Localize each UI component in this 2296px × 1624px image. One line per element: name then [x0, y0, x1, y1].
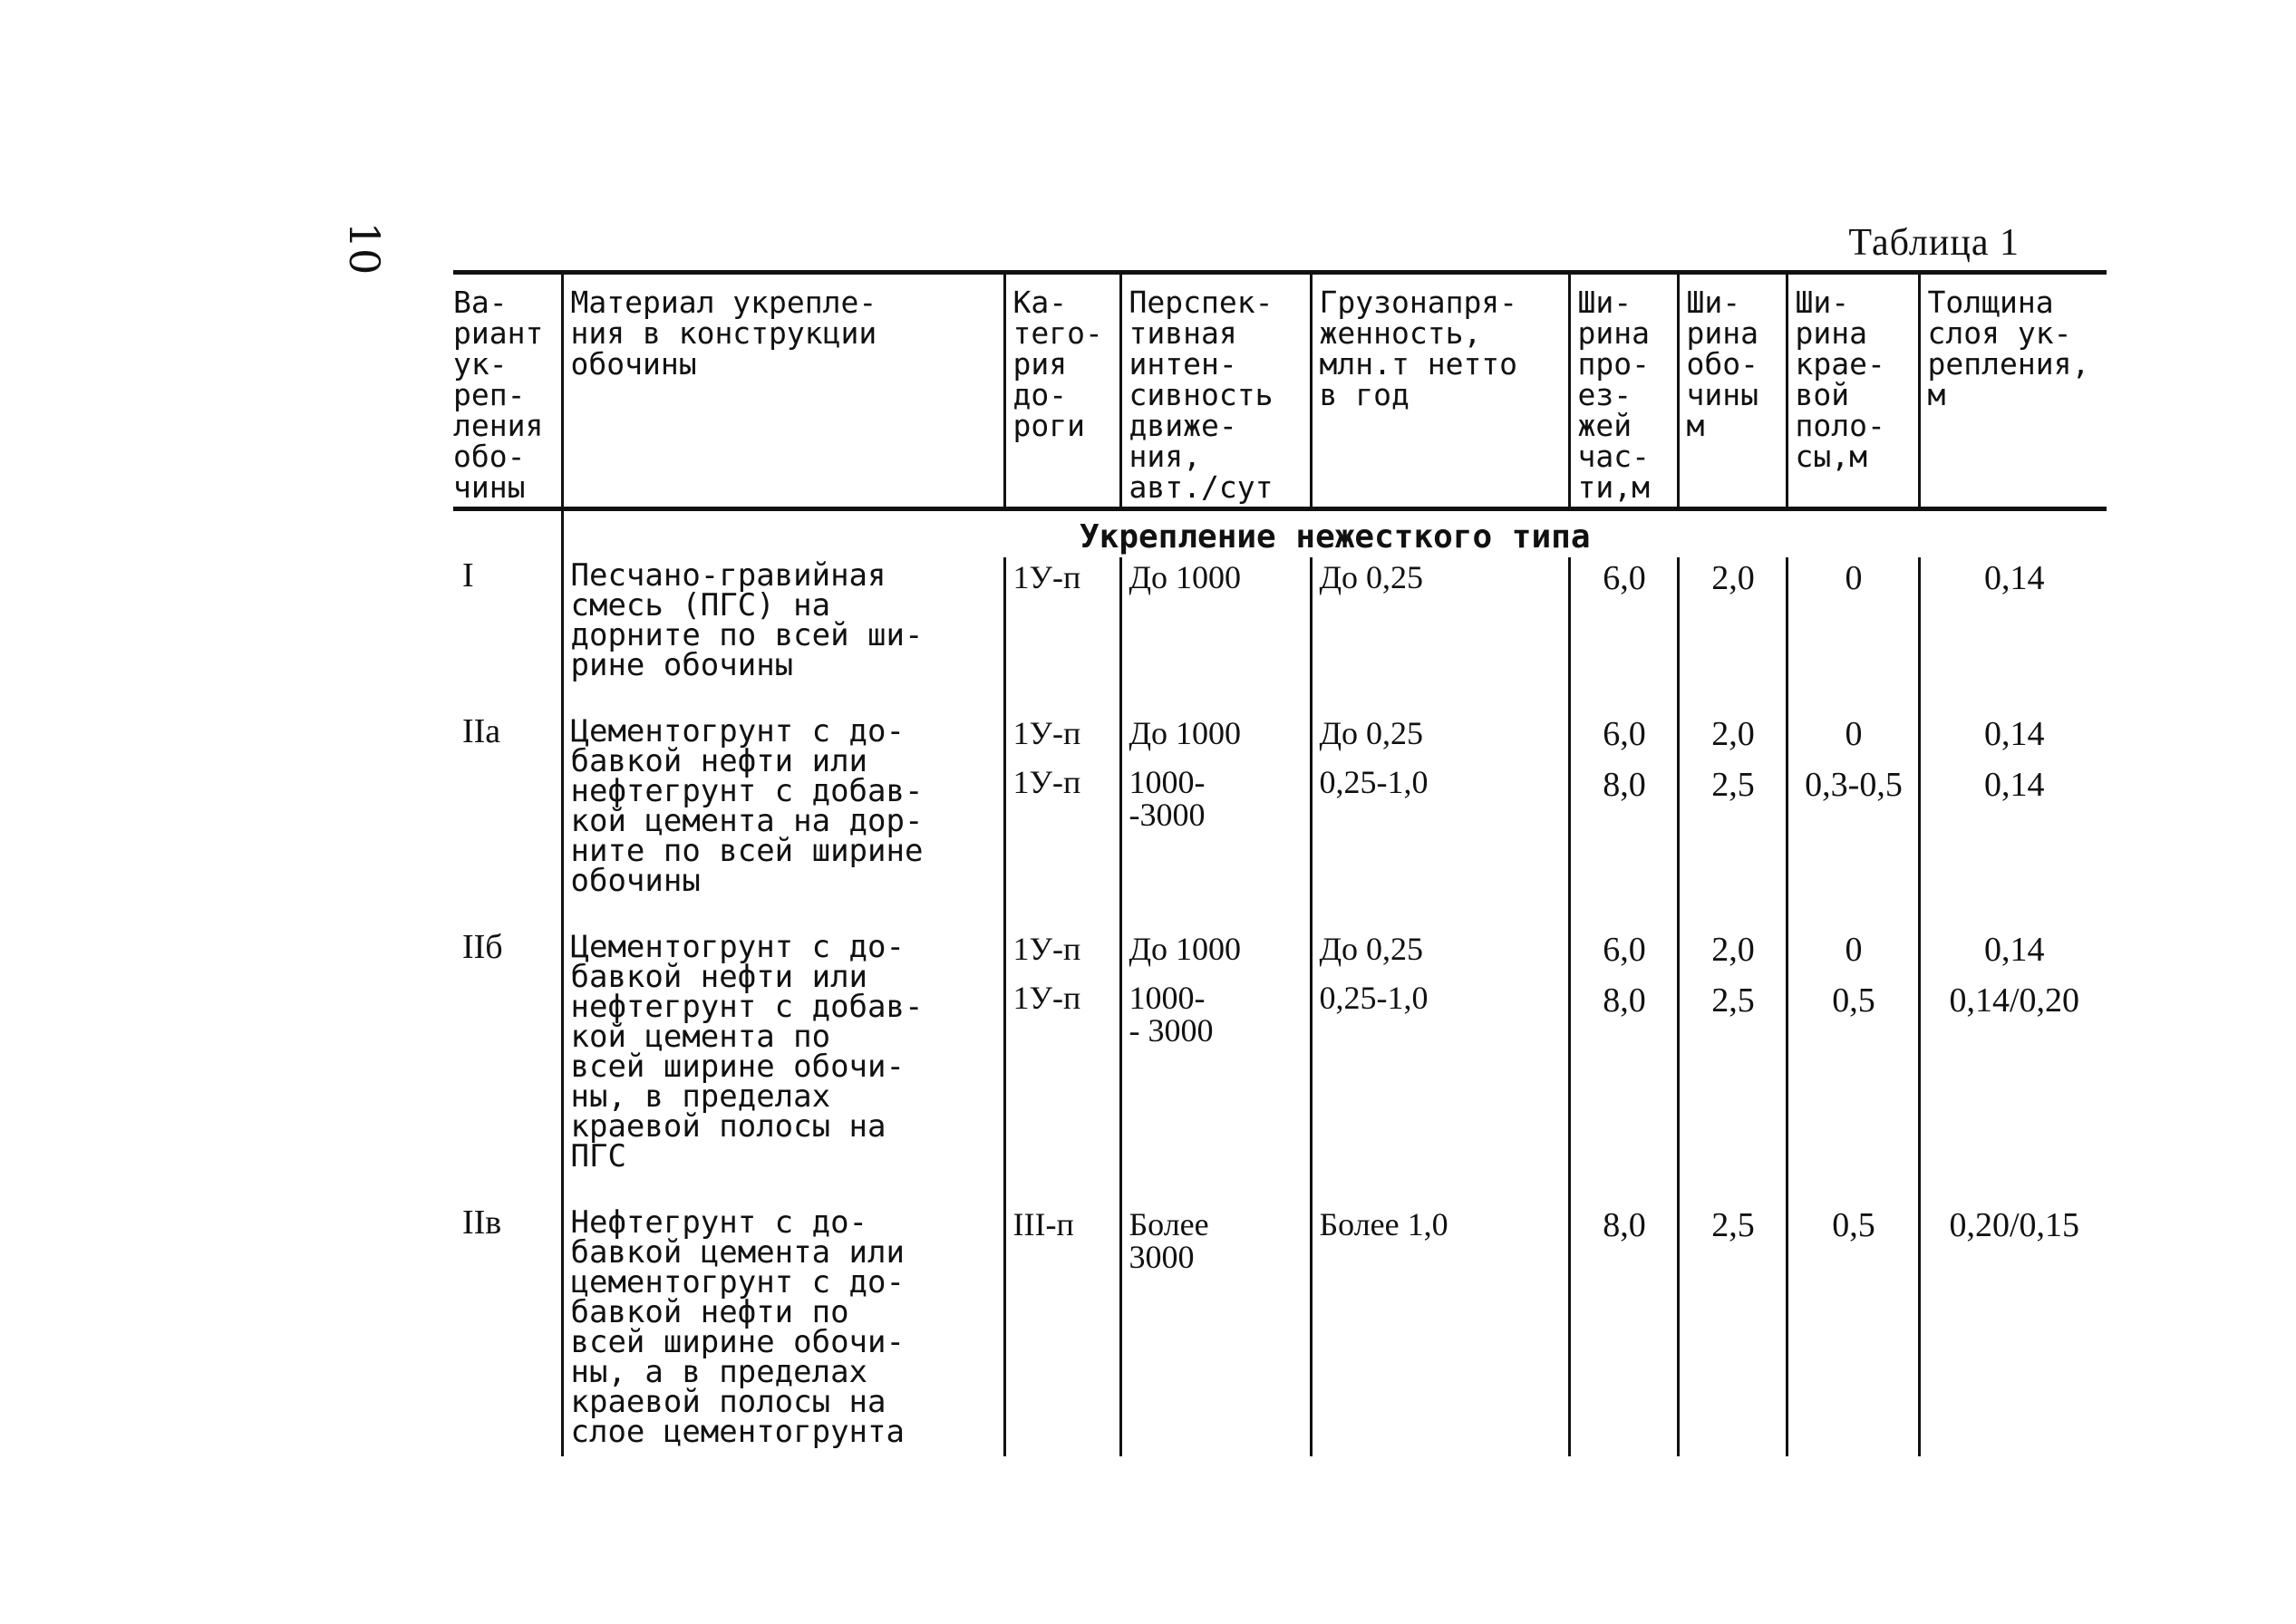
edge-width-cell — [1787, 713, 1919, 929]
shoulder-width-cell — [1678, 713, 1787, 929]
road-width-cell-value: 8,0 — [1603, 766, 1646, 804]
header-load: Грузонапря- женность, млн.т нетто в год — [1311, 273, 1569, 509]
page-number: 10 — [340, 221, 389, 276]
category-cell — [1004, 713, 1120, 929]
thickness-cell-value: 0,20/0,15 — [1949, 1206, 2080, 1244]
header-row — [453, 273, 2107, 509]
category-cell — [1004, 1204, 1120, 1456]
shoulder-width-cell — [1678, 1204, 1787, 1456]
variant-cell: IIв — [462, 1204, 502, 1242]
shoulder-width-cell-value: 2,0 — [1711, 559, 1755, 597]
intensity-cell-value: До 1000 — [1129, 931, 1242, 967]
header-intensity: Перспек- тивная интен- сивность движе- ния, авт./сут — [1120, 273, 1311, 509]
section-title: Укрепление нежесткого типа — [562, 509, 2107, 558]
thickness-cell — [1919, 713, 2107, 929]
category-cell-value: 1У-п — [1012, 764, 1081, 800]
thickness-cell — [1919, 557, 2107, 713]
edge-width-cell-value: 0 — [1845, 559, 1863, 597]
road-width-cell-value: 6,0 — [1603, 931, 1646, 969]
category-cell-value: 1У-п — [1012, 559, 1081, 595]
table-row — [453, 557, 2107, 713]
intensity-cell-value: 1000- -3000 — [1129, 764, 1206, 833]
load-cell-value: До 0,25 — [1319, 715, 1424, 751]
edge-width-cell-value: 0 — [1845, 931, 1863, 969]
category-cell-value: 1У-п — [1012, 931, 1081, 967]
table-body — [453, 509, 2107, 1457]
load-cell-value: 0,25-1,0 — [1319, 980, 1429, 1016]
shoulder-width-cell-value: 2,0 — [1711, 715, 1755, 753]
road-width-cell — [1569, 557, 1678, 713]
edge-width-cell-value: 0,5 — [1832, 981, 1875, 1020]
category-cell-value: III-п — [1012, 1206, 1074, 1242]
table-container — [453, 270, 2107, 1456]
intensity-cell — [1120, 929, 1311, 1204]
header-shoulder-width: Ши- рина обо- чины м — [1678, 273, 1787, 509]
intensity-cell-value: 1000- - 3000 — [1129, 980, 1214, 1049]
load-cell — [1311, 557, 1569, 713]
header-thickness: Толщина слоя ук- репления, м — [1919, 273, 2107, 509]
edge-width-cell — [1787, 1204, 1919, 1456]
category-cell-value: 1У-п — [1012, 980, 1081, 1016]
shoulder-width-cell-value: 2,5 — [1711, 766, 1755, 804]
thickness-cell — [1919, 929, 2107, 1204]
road-width-cell-value: 6,0 — [1603, 715, 1646, 753]
load-cell — [1311, 1204, 1569, 1456]
load-cell-value: 0,25-1,0 — [1319, 764, 1429, 800]
category-cell-value: 1У-п — [1012, 715, 1081, 751]
shoulder-width-cell-value: 2,5 — [1711, 1206, 1755, 1244]
edge-width-cell-value: 0 — [1845, 715, 1863, 753]
intensity-cell-value: Более 3000 — [1129, 1206, 1209, 1275]
road-width-cell-value: 8,0 — [1603, 1206, 1646, 1244]
table-row — [453, 1204, 2107, 1456]
header-road-width: Ши- рина про- ез- жей час- ти,м — [1569, 273, 1678, 509]
load-cell — [1311, 929, 1569, 1204]
edge-width-cell — [1787, 929, 1919, 1204]
intensity-cell-value: До 1000 — [1129, 715, 1242, 751]
load-cell-value: Более 1,0 — [1319, 1206, 1448, 1242]
load-cell-value: До 0,25 — [1319, 559, 1424, 595]
table-row — [453, 713, 2107, 929]
intensity-cell — [1120, 1204, 1311, 1456]
intensity-cell-value: До 1000 — [1129, 559, 1242, 595]
header-material: Материал укрепле- ния в конструкции обочины — [562, 273, 1004, 509]
thickness-cell-value: 0,14/0,20 — [1949, 981, 2080, 1020]
variant-cell: IIa — [462, 712, 501, 750]
header-variant: Ва- риант ук- реп- ления обо- чины — [453, 273, 562, 509]
header-edge-width: Ши- рина крае- вой поло- сы,м — [1787, 273, 1919, 509]
material-cell: Цементогрунт с до- бавкой нефти или нефтегрунт с добав- кой цемента на дор- ните по всей ширине обочины — [562, 713, 1004, 929]
intensity-cell — [1120, 713, 1311, 929]
variant-cell: I — [462, 556, 474, 594]
table-caption: Таблица 1 — [1848, 222, 2020, 264]
shoulder-width-cell — [1678, 557, 1787, 713]
thickness-cell-value: 0,14 — [1984, 766, 2045, 804]
shoulder-width-cell-value: 2,0 — [1711, 931, 1755, 969]
intensity-cell — [1120, 557, 1311, 713]
shoulder-reinforcement-table — [453, 270, 2107, 1456]
thickness-cell-value: 0,14 — [1984, 931, 2045, 969]
variant-cell: IIб — [462, 928, 503, 966]
load-cell-value: До 0,25 — [1319, 931, 1424, 967]
road-width-cell-value: 6,0 — [1603, 559, 1646, 597]
material-cell: Нефтегрунт с до- бавкой цемента или цементогрунт с до- бавкой нефти по всей ширине обочи- ны, а в пределах краевой полосы на слое цементогрунта — [562, 1204, 1004, 1456]
thickness-cell — [1919, 1204, 2107, 1456]
road-width-cell-value: 8,0 — [1603, 981, 1646, 1020]
road-width-cell — [1569, 713, 1678, 929]
thickness-cell-value: 0,14 — [1984, 559, 2045, 597]
road-width-cell — [1569, 929, 1678, 1204]
category-cell — [1004, 929, 1120, 1204]
section-row — [453, 509, 2107, 558]
thickness-cell-value: 0,14 — [1984, 715, 2045, 753]
table-row — [453, 929, 2107, 1204]
header-category: Ка- тего- рия до- роги — [1004, 273, 1120, 509]
section-spacer — [453, 509, 562, 558]
category-cell — [1004, 557, 1120, 713]
shoulder-width-cell — [1678, 929, 1787, 1204]
edge-width-cell — [1787, 557, 1919, 713]
edge-width-cell-value: 0,5 — [1832, 1206, 1875, 1244]
edge-width-cell-value: 0,3-0,5 — [1805, 766, 1903, 804]
material-cell: Цементогрунт с до- бавкой нефти или нефтегрунт с добав- кой цемента по всей ширине обочи- ны, в пределах краевой полосы на ПГС — [562, 929, 1004, 1204]
shoulder-width-cell-value: 2,5 — [1711, 981, 1755, 1020]
material-cell: Песчано-гравийная смесь (ПГС) на дорните по всей ши- рине обочины — [562, 557, 1004, 713]
road-width-cell — [1569, 1204, 1678, 1456]
load-cell — [1311, 713, 1569, 929]
